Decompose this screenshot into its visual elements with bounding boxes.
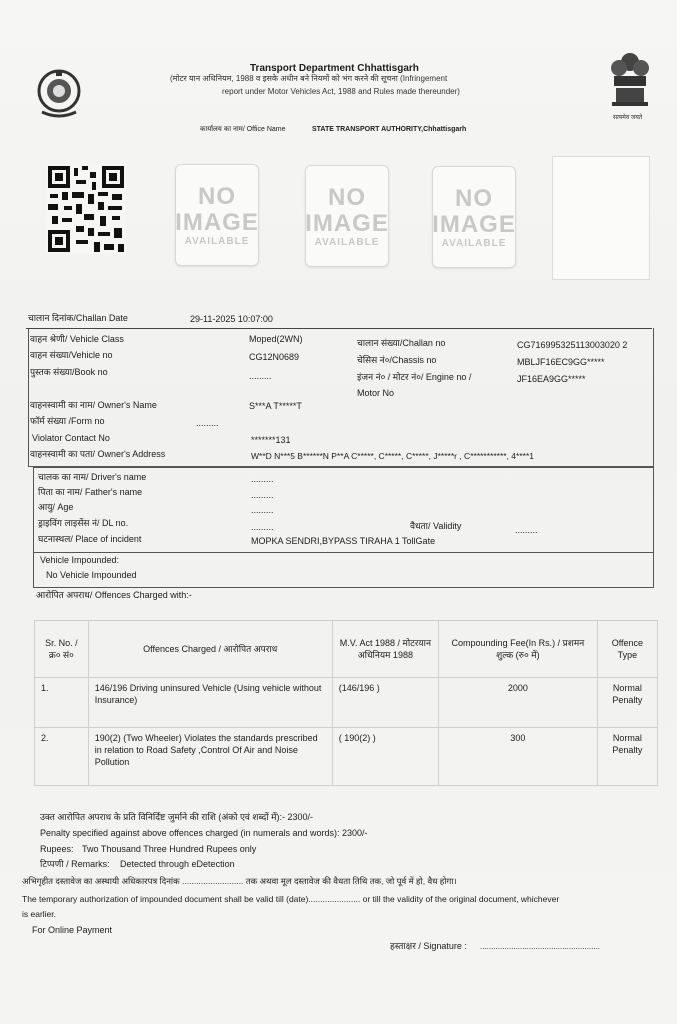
challan-no-value: CG716995325113003020 2 bbox=[517, 340, 628, 350]
no-image-text: AVAILABLE bbox=[314, 236, 380, 248]
no-image-text: IMAGE bbox=[305, 209, 389, 237]
row-sr: 2. bbox=[35, 728, 89, 786]
penalty-hindi: उक्त आरोपित अपराध के प्रति विनिर्दिष्ट जुर्माने की राशि (अंको एवं शब्दों में):- 2300/- bbox=[40, 812, 314, 822]
signature-label: हस्ताक्षर / Signature : bbox=[390, 941, 467, 951]
impounded-label: Vehicle Impounded: bbox=[40, 555, 120, 565]
no-image-placeholder-3 bbox=[432, 166, 516, 268]
challan-date-label: चालान दिनांक/Challan Date bbox=[28, 313, 128, 323]
no-image-text: IMAGE bbox=[432, 210, 516, 238]
chassis-no-value: MBLJF16EC9GG***** bbox=[517, 357, 605, 367]
engine-no-value: JF16EA9GG***** bbox=[517, 374, 586, 384]
father-name-label: पिता का नाम/ Father's name bbox=[38, 487, 143, 497]
owner-address-value: W**D N***5 B******N P**A C*****, C*****, C*****, J*****r , C***********, 4****1 bbox=[251, 451, 534, 461]
header-subtitle-line1: (मोटर यान अधिनियम, 1988 व इसके अधीन बने नियमों को भंग करने की सूचना (Infringement bbox=[170, 74, 448, 83]
dl-no-value: ......... bbox=[251, 522, 274, 532]
qr-code[interactable] bbox=[46, 164, 126, 254]
office-name-value: STATE TRANSPORT AUTHORITY,Chhattisgarh bbox=[312, 126, 467, 133]
office-name-label: कार्यालय का नाम/ Office Name bbox=[200, 126, 286, 133]
no-image-text: IMAGE bbox=[175, 208, 259, 236]
row-act: ( 190(2) ) bbox=[332, 728, 438, 786]
owner-name-label: वाहनस्वामी का नाम/ Owner's Name bbox=[30, 400, 157, 410]
vehicle-class-value: Moped(2WN) bbox=[249, 334, 303, 344]
remarks-label: टिप्पणी / Remarks: bbox=[40, 859, 110, 869]
table-header-row bbox=[35, 621, 658, 678]
table-row bbox=[35, 728, 658, 786]
row-offence: 146/196 Driving uninsured Vehicle (Using vehicle without Insurance) bbox=[88, 678, 332, 728]
rupees-label: Rupees: bbox=[40, 844, 74, 854]
vehicle-no-value: CG12N0689 bbox=[249, 352, 300, 362]
remarks-value: Detected through eDetection bbox=[120, 859, 235, 869]
no-image-text: NO bbox=[455, 184, 493, 212]
vehicle-class-label: वाहन श्रेणी/ Vehicle Class bbox=[30, 334, 124, 344]
rupees-value: Two Thousand Three Hundred Rupees only bbox=[82, 844, 257, 854]
contact-no-label: Violator Contact No bbox=[32, 433, 110, 443]
row-act: (146/196 ) bbox=[332, 678, 438, 728]
col-sr-no: Sr. No. / क्र० सं० bbox=[35, 621, 89, 678]
challan-date-value: 29-11-2025 10:07:00 bbox=[190, 314, 273, 324]
row-type: Normal Penalty bbox=[597, 728, 657, 786]
place-label: घटनास्थल/ Place of incident bbox=[38, 534, 142, 544]
vehicle-no-label: वाहन संख्या/Vehicle no bbox=[30, 350, 113, 360]
driver-name-label: चालक का नाम/ Driver's name bbox=[38, 472, 147, 482]
no-image-placeholder-1 bbox=[175, 164, 259, 266]
broken-image-icon bbox=[552, 156, 650, 280]
offences-table bbox=[34, 620, 658, 786]
no-image-text: AVAILABLE bbox=[441, 237, 507, 249]
offences-heading: आरोपित अपराध/ Offences Charged with:- bbox=[36, 590, 192, 600]
book-no-label: पुस्तक संख्या/Book no bbox=[30, 367, 108, 377]
no-image-text: NO bbox=[328, 183, 366, 211]
engine-no-label-2: Motor No bbox=[357, 388, 395, 398]
impounded-value: No Vehicle Impounded bbox=[46, 570, 137, 580]
form-no-label: फॉर्म संख्या /Form no bbox=[30, 416, 105, 426]
col-offence-type: Offence Type bbox=[597, 621, 657, 678]
book-no-value: ......... bbox=[249, 371, 272, 381]
no-image-text: NO bbox=[198, 182, 236, 210]
validity-label: वैधता/ Validity bbox=[410, 521, 462, 531]
ashoka-emblem-icon bbox=[606, 50, 654, 118]
penalty-english: Penalty specified against above offences charged (in numerals and words): 2300/- bbox=[40, 828, 368, 838]
father-name-value: ......... bbox=[251, 490, 274, 500]
validity-value: ......... bbox=[515, 525, 538, 535]
row-fee: 2000 bbox=[439, 678, 598, 728]
department-title: Transport Department Chhattisgarh bbox=[250, 63, 419, 74]
signature-line: ...................................................... bbox=[480, 942, 601, 951]
row-type: Normal Penalty bbox=[597, 678, 657, 728]
row-fee: 300 bbox=[439, 728, 598, 786]
owner-name-value: S***A T*****T bbox=[249, 401, 302, 411]
no-image-text: AVAILABLE bbox=[184, 235, 250, 247]
dl-no-label: ड्राइविंग लाइसेंस नं/ DL no. bbox=[38, 518, 129, 528]
engine-no-label: इंजन नं० / मोटर नं०/ Engine no / bbox=[357, 372, 472, 382]
col-offence: Offences Charged / आरोपित अपराध bbox=[88, 621, 332, 678]
chassis-no-label: चेसिस नं०/Chassis no bbox=[357, 355, 437, 365]
place-value: MOPKA SENDRI,BYPASS TIRAHA 1 TollGate bbox=[251, 536, 436, 546]
row-sr: 1. bbox=[35, 678, 89, 728]
cg-state-logo bbox=[34, 66, 84, 122]
authorization-english-1: The temporary authorization of impounded document shall be valid till (date)...................... or till the validity of the original document, whichever bbox=[22, 894, 560, 904]
authorization-hindi: अभिगृहीत दस्तावेज का अस्थायी अधिकारपत्र दिनांक .......................... तक अथवा मूल दस्तावेज की वैधता तिथि तक, जो पूर्व में हो, वैध होगा। bbox=[22, 876, 457, 886]
age-value: ......... bbox=[251, 505, 274, 515]
no-image-placeholder-2 bbox=[305, 165, 389, 267]
table-row bbox=[35, 678, 658, 728]
form-no-value: ......... bbox=[196, 418, 219, 428]
col-fee: Compounding Fee(In Rs.) / प्रशमन शुल्क (रु० में) bbox=[439, 621, 598, 678]
contact-no-value: *******131 bbox=[251, 435, 291, 445]
online-payment-label: For Online Payment bbox=[32, 925, 113, 935]
driver-name-value: ......... bbox=[251, 474, 274, 484]
col-mv-act: M.V. Act 1988 / मोटरयान अधिनियम 1988 bbox=[332, 621, 438, 678]
row-offence: 190(2) (Two Wheeler) Violates the standards prescribed in relation to Road Safety ,Control Of Air and Noise Pollution bbox=[88, 728, 332, 786]
age-label: आयु/ Age bbox=[38, 502, 74, 512]
header-subtitle-line2: report under Motor Vehicles Act, 1988 and Rules made thereunder) bbox=[222, 87, 460, 96]
authorization-english-2: is earlier. bbox=[22, 909, 57, 919]
emblem-caption: सत्यमेव जयते bbox=[613, 115, 643, 121]
challan-no-label: चालान संख्या/Challan no bbox=[357, 338, 446, 348]
owner-address-label: वाहनस्वामी का पता/ Owner's Address bbox=[30, 449, 166, 459]
